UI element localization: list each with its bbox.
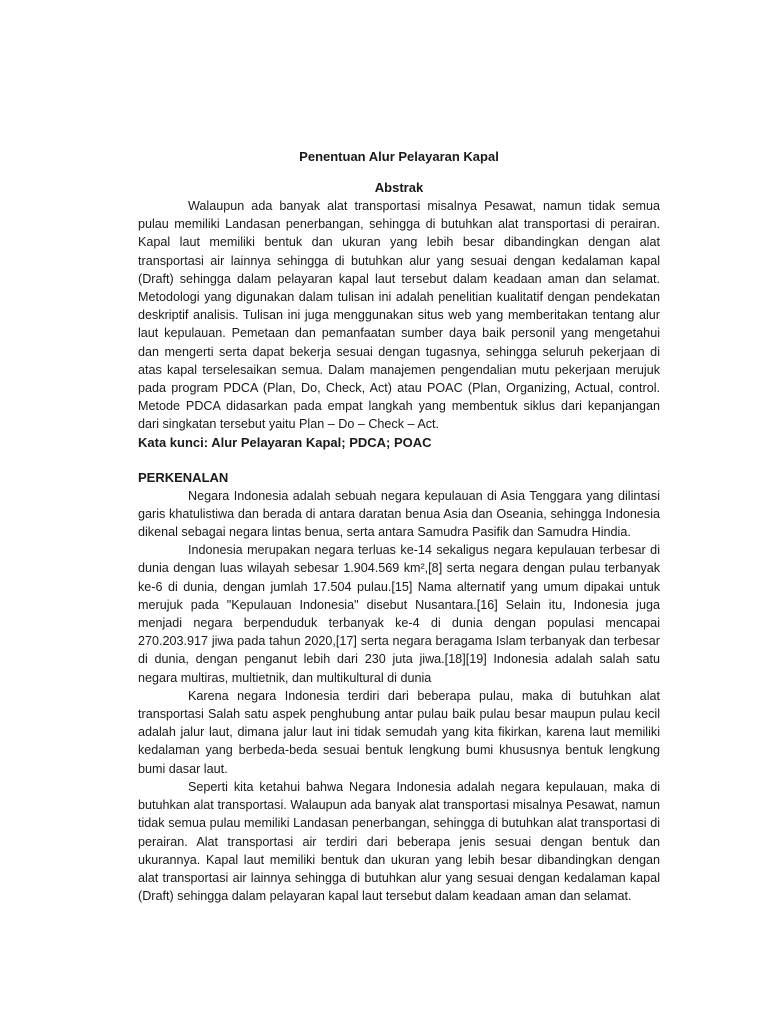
abstract-paragraph: Walaupun ada banyak alat transportasi misalnya Pesawat, namun tidak semua pulau memiliki Landasan penerbangan, sehingga di butuhkan alat transportasi di perairan. Kapal laut memiliki bentuk dan ukuran yang lebih besar dibandingkan dengan alat transportasi air lainnya sehingga di butuhkan alur yang sesuai dengan kedalaman kapal (Draft) sehingga dalam pelayaran kapal laut tersebut dalam keadaan aman dan selamat. Metodologi yang digunakan dalam tulisan ini adalah penelitian kualitatif dengan pendekatan deskriptif analisis. Tulisan ini juga menggunakan situs web yang memberitakan tentang alur laut kepulauan. Pemetaan dan pemanfaatan sumber daya baik personil yang mengetahui dan mengerti serta dapat bekerja sesuai dengan tugasnya, sehingga seluruh pekerjaan di atas kapal terselesaikan semua. Dalam manajemen pengendalian mutu pekerjaan merujuk pada program PDCA (Plan, Do, Check, Act) atau POAC (Plan, Organizing, Actual, control. Metode PDCA didasarkan pada empat langkah yang membentuk siklus dari kepanjangan dari singkatan tersebut yaitu Plan – Do – Check – Act. [138, 199, 660, 432]
body-paragraph-3: Karena negara Indonesia terdiri dari beberapa pulau, maka di butuhkan alat transportasi Salah satu aspek penghubung antar pulau baik pulau besar maupun pulau kecil adalah jalur laut, dimana jalur laut ini tidak semudah yang kita fikirkan, karena laut memiliki kedalaman yang berbeda-beda sesuai bentuk lengkung bumi khususnya bentuk lengkung bumi dasar laut. [138, 688, 660, 776]
document-title: Penentuan Alur Pelayaran Kapal [299, 149, 499, 164]
body-paragraph-2: Indonesia merupakan negara terluas ke-14 sekaligus negara kepulauan terbesar di dunia dengan luas wilayah sebesar 1.904.569 km²,[8] serta negara dengan pulau terbanyak ke-6 di dunia, dengan jumlah 17.504 pulau.[15] Nama alternatif yang umum dipakai untuk merujuk pada "Kepulauan Indonesia" disebut Nusantara.[16] Selain itu, Indonesia juga menjadi negara berpenduduk terbanyak ke-4 di dunia dengan populasi mencapai 270.203.917 jiwa pada tahun 2020,[17] serta negara beragama Islam terbanyak dan terbesar di dunia, dengan penganut lebih dari 230 juta jiwa.[18][19] Indonesia adalah salah satu negara multiras, multietnik, dan multikultural di dunia [138, 543, 660, 685]
document-page [138, 148, 660, 905]
keywords-line: Kata kunci: Alur Pelayaran Kapal; PDCA; POAC [138, 434, 432, 450]
abstract-heading: Abstrak [374, 180, 424, 195]
section-heading-perkenalan: PERKENALAN [138, 469, 229, 485]
body-paragraph-1: Negara Indonesia adalah sebuah negara kepulauan di Asia Tenggara yang dilintasi garis khatulistiwa dan berada di antara daratan benua Asia dan Oseania, sehingga Indonesia dikenal sebagai negara lintas benua, serta antara Samudra Pasifik dan Samudra Hindia. [138, 488, 660, 540]
body-paragraph-4: Seperti kita ketahui bahwa Negara Indonesia adalah negara kepulauan, maka di butuhkan alat transportasi. Walaupun ada banyak alat transportasi misalnya Pesawat, namun tidak semua pulau memiliki Landasan penerbangan, sehingga di butuhkan alat transportasi di perairan. Alat transportasi air terdiri dari beberapa jenis sesuai dengan bentuk dan ukurannya. Kapal laut memiliki bentuk dan ukuran yang lebih besar dibandingkan dengan alat transportasi air lainnya sehingga di butuhkan alur yang sesuai dengan kedalaman kapal (Draft) sehingga dalam pelayaran kapal laut tersebut dalam keadaan aman dan selamat. [138, 779, 660, 904]
